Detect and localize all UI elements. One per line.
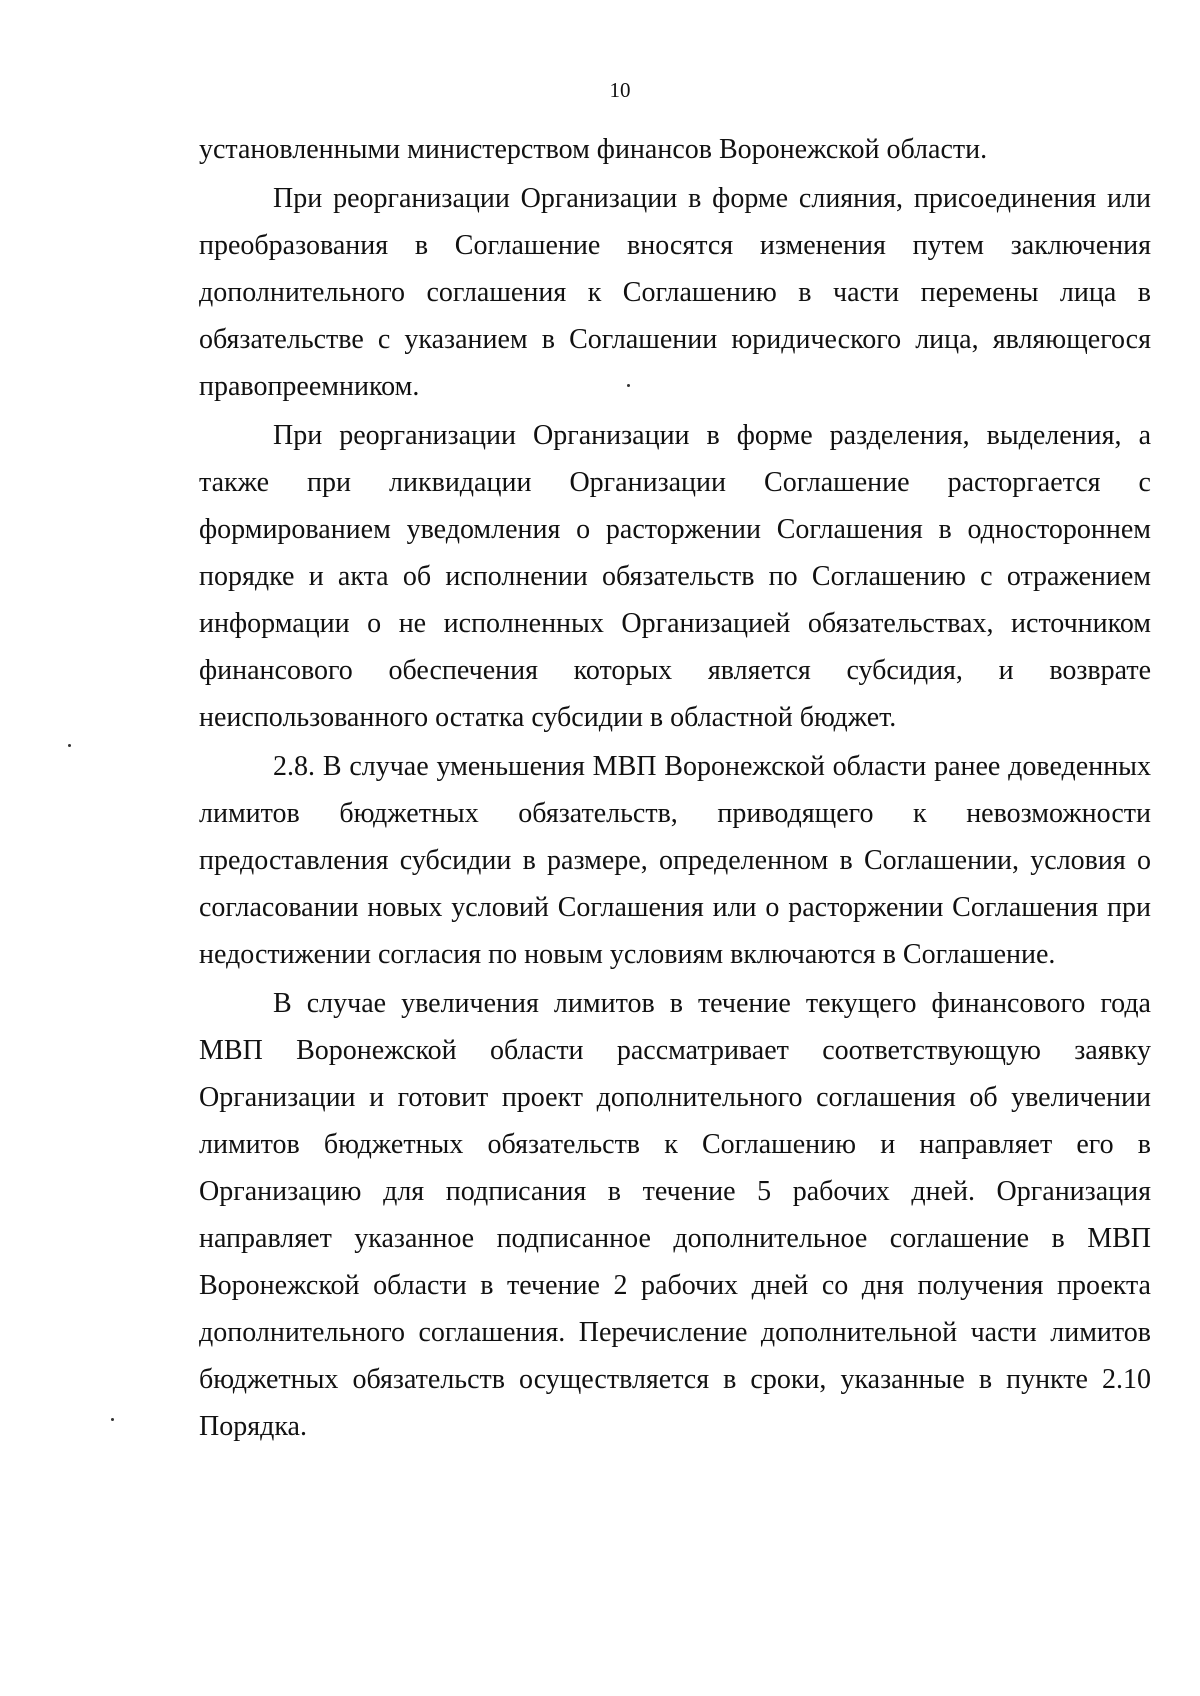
document-body xyxy=(199,126,1151,1450)
scan-speck xyxy=(111,1418,114,1421)
paragraph-reorganization-merger: При реорганизации Организации в форме слияния, присоединения или преобразования в Соглашение вносятся изменения путем заключения дополнительного соглашения к Соглашению в части перемены лица в обязательстве с указанием в Соглашении юридического лица, являющегося правопреемником. xyxy=(199,183,1151,402)
scan-speck xyxy=(627,384,630,387)
paragraph-continuation: установленными министерством финансов Воронежской области. xyxy=(199,134,988,165)
paragraph-reorganization-division: При реорганизации Организации в форме разделения, выделения, а также при ликвидации Организации Соглашение расторгается с формированием уведомления о расторжении Соглашения в одностороннем порядке и акта об исполнении обязательств по Соглашению с отражением информации о не исполненных Организацией обязательствах, источником финансового обеспечения которых является субсидия, и возврате неиспользованного остатка субсидии в областной бюджет. xyxy=(199,420,1151,733)
paragraph-limit-increase: В случае увеличения лимитов в течение текущего финансового года МВП Воронежской области рассматривает соответствующую заявку Организации и готовит проект дополнительного соглашения об увеличении лимитов бюджетных обязательств к Соглашению и направляет его в Организацию для подписания в течение 5 рабочих дней. Организация направляет указанное подписанное дополнительное соглашение в МВП Воронежской области в течение 2 рабочих дней со дня получения проекта дополнительного соглашения. Перечисление дополнительной части лимитов бюджетных обязательств осуществляется в сроки, указанные в пункте 2.10 Порядка. xyxy=(199,988,1151,1442)
page-number: 10 xyxy=(609,78,631,102)
scan-speck xyxy=(68,744,71,747)
paragraph-2-8: 2.8. В случае уменьшения МВП Воронежской области ранее доведенных лимитов бюджетных обязательств, приводящего к невозможности предоставления субсидии в размере, определенном в Соглашении, условия о согласовании новых условий Соглашения или о расторжении Соглашения при недостижении согласия по новым условиям включаются в Соглашение. xyxy=(199,751,1151,970)
